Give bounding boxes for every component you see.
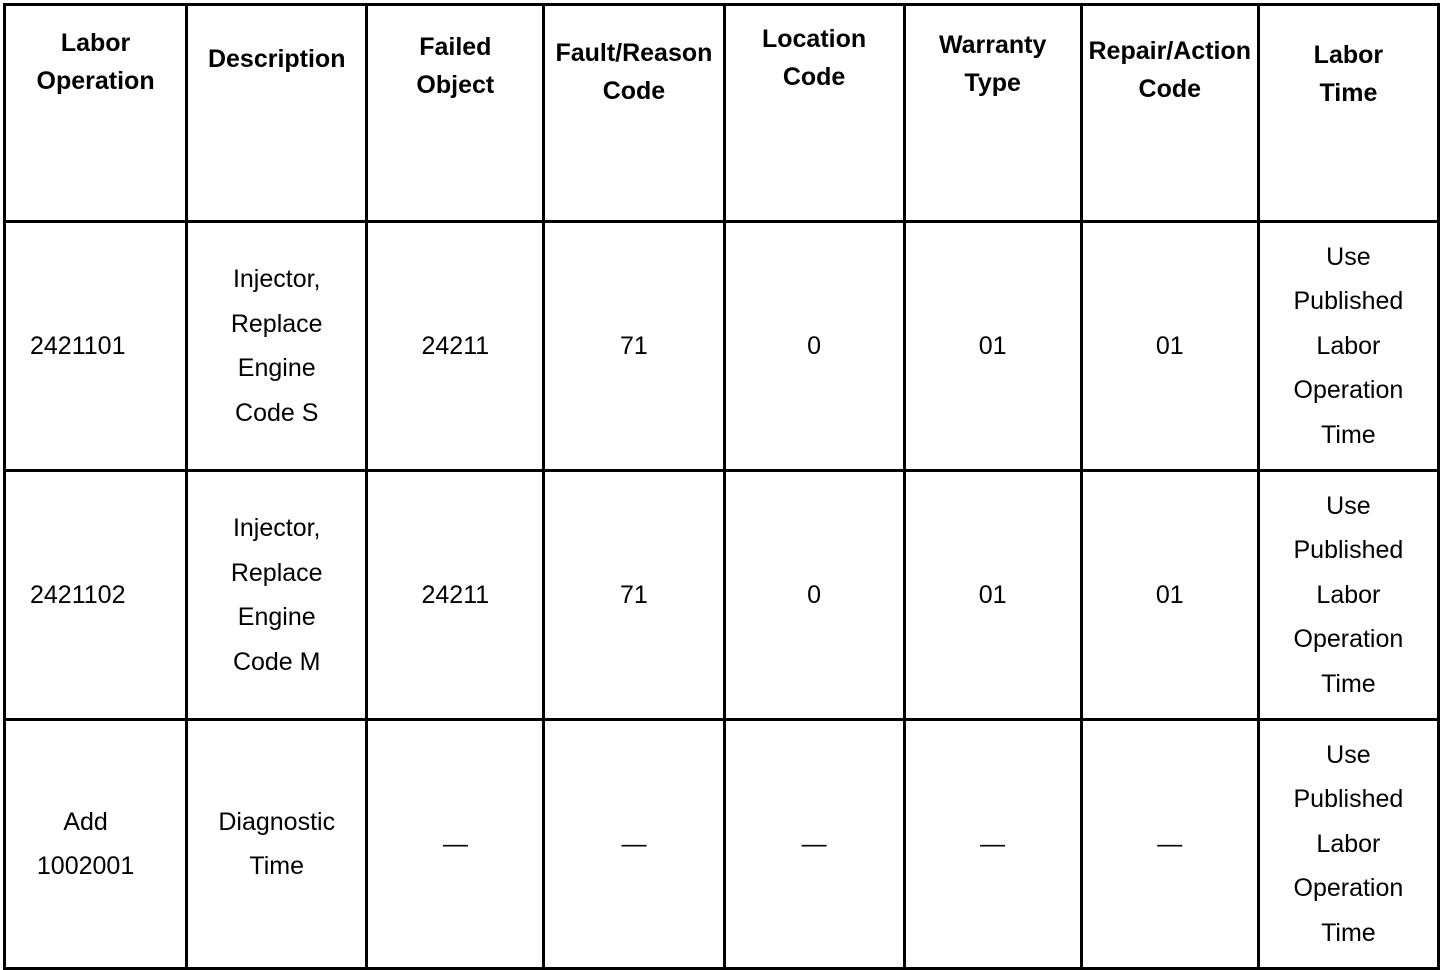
- cell-fault-reason-code: —: [544, 720, 724, 969]
- header-repair-action-code: Repair/Action Code: [1081, 5, 1258, 222]
- cell-warranty-type: 01: [904, 222, 1081, 471]
- table-row: [5, 720, 1439, 969]
- cell-location-code: 0: [724, 222, 904, 471]
- cell-repair-action-code: 01: [1081, 222, 1258, 471]
- cell-location-code: 0: [724, 471, 904, 720]
- cell-labor-operation: 2421101: [5, 222, 187, 471]
- cell-fault-reason-code: 71: [544, 222, 724, 471]
- header-location-code: Location Code: [724, 5, 904, 222]
- header-labor-operation: Labor Operation: [5, 5, 187, 222]
- cell-fault-reason-code: 71: [544, 471, 724, 720]
- cell-labor-time: Use Published Labor Operation Time: [1258, 720, 1438, 969]
- header-labor-time: Labor Time: [1258, 5, 1438, 222]
- cell-failed-object: 24211: [367, 222, 544, 471]
- header-description: Description: [187, 5, 367, 222]
- cell-labor-operation: 2421102: [5, 471, 187, 720]
- header-failed-object: Failed Object: [367, 5, 544, 222]
- cell-labor-time: Use Published Labor Operation Time: [1258, 471, 1438, 720]
- cell-failed-object: —: [367, 720, 544, 969]
- labor-operations-table: [3, 3, 1440, 970]
- cell-repair-action-code: 01: [1081, 471, 1258, 720]
- cell-warranty-type: 01: [904, 471, 1081, 720]
- cell-description: Injector, Replace Engine Code M: [187, 471, 367, 720]
- table-row: [5, 222, 1439, 471]
- cell-failed-object: 24211: [367, 471, 544, 720]
- table-header-row: [5, 5, 1439, 222]
- cell-description: Diagnostic Time: [187, 720, 367, 969]
- cell-location-code: —: [724, 720, 904, 969]
- cell-warranty-type: —: [904, 720, 1081, 969]
- header-warranty-type: Warranty Type: [904, 5, 1081, 222]
- cell-repair-action-code: —: [1081, 720, 1258, 969]
- table-row: [5, 471, 1439, 720]
- header-fault-reason-code: Fault/Reason Code: [544, 5, 724, 222]
- cell-labor-operation: Add 1002001: [5, 720, 187, 969]
- cell-labor-time: Use Published Labor Operation Time: [1258, 222, 1438, 471]
- cell-description: Injector, Replace Engine Code S: [187, 222, 367, 471]
